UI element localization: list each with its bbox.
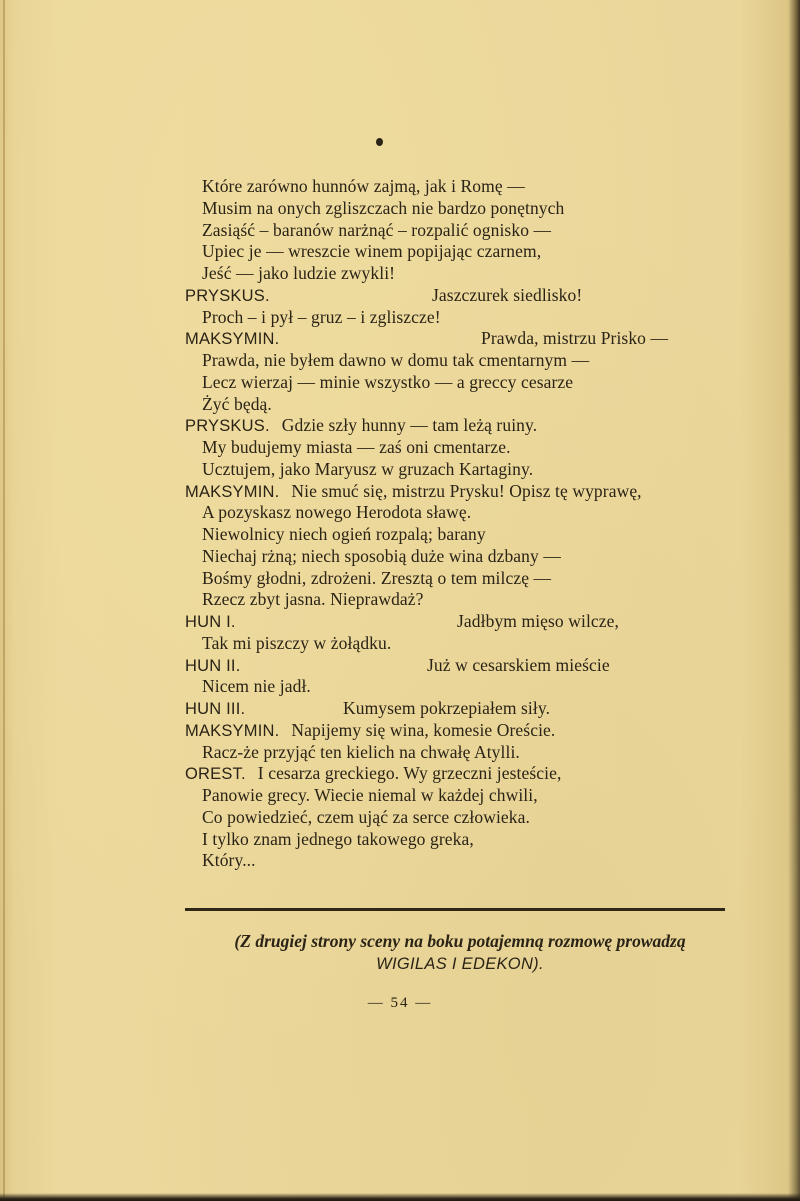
line-text: Jadłbym mięso wilcze,: [457, 611, 619, 631]
speech-line: [185, 720, 730, 742]
verse-line: [185, 676, 730, 698]
verse-line: [185, 589, 730, 611]
line-text: Napijemy się wina, komesie Oreście.: [291, 719, 556, 740]
page-number: — 54 —: [367, 995, 433, 1011]
verse-line: [185, 394, 730, 416]
line-text: Zasiąść – baranów narżnąć – rozpalić ognisko —: [202, 219, 552, 240]
line-text: Nie smuć się, mistrzu Prysku! Opisz tę wyprawę,: [291, 480, 642, 501]
verse-line: [185, 263, 730, 285]
verse-line: [185, 633, 730, 655]
line-text: Ucztujem, jako Maryusz w gruzach Kartaginy.: [202, 458, 534, 479]
speaker-name: PRYSKUS.: [185, 286, 270, 305]
line-text: Bośmy głodni, zdrożeni. Zresztą o tem milczę —: [202, 567, 552, 588]
speaker-name: MAKSYMIN.: [185, 721, 280, 740]
verse-line: [185, 372, 730, 394]
speech-line: [185, 655, 730, 677]
line-text: Prawda, nie byłem dawno w domu tak cmentarnym —: [202, 350, 590, 370]
speaker-name: HUN II.: [185, 656, 241, 675]
line-text: Proch – i pył – gruz – i zgliszcze!: [202, 306, 441, 327]
verse-line: [185, 241, 730, 263]
speaker-name: HUN III.: [185, 700, 246, 718]
printer-mark-dot: [376, 138, 383, 146]
verse-line: [185, 502, 730, 524]
speaker-name: HUN I.: [185, 613, 236, 631]
verse-line: [185, 176, 730, 198]
verse-line: [185, 198, 730, 220]
verse-line: [185, 307, 730, 329]
horizontal-rule: [185, 908, 725, 911]
line-text: Żyć będą.: [202, 393, 272, 414]
stage-direction-line-1: (Z drugiej strony sceny na boku potajemną rozmowę prowadzą: [234, 931, 686, 951]
line-text: Kumysem pokrzepiałem siły.: [343, 698, 551, 718]
line-text: I tylko znam jednego takowego greka,: [202, 828, 474, 849]
line-text: Tak mi piszczy w żołądku.: [202, 632, 392, 653]
line-text: A pozyskasz nowego Herodota sławę.: [202, 502, 472, 523]
stage-direction-line-2: WIGILAS I EDEKON).: [376, 955, 544, 973]
line-text: Musim na onych zgliszczach nie bardzo ponętnych: [202, 197, 565, 218]
verse-line: [185, 524, 730, 546]
line-text: Jeść — jako ludzie zwykli!: [202, 263, 396, 283]
page-bottom-edge: [0, 1193, 800, 1201]
speech-line: [185, 285, 730, 307]
speaker-name: MAKSYMIN.: [185, 330, 280, 349]
verse-line: [185, 220, 730, 242]
line-text: Już w cesarskiem mieście: [427, 654, 610, 675]
line-text: Panowie grecy. Wiecie niemal w każdej chwili,: [202, 785, 538, 805]
line-text: Prawda, mistrzu Prisko —: [481, 328, 669, 349]
line-text: Niechaj rżną; niech sposobią duże wina dzbany —: [202, 545, 561, 566]
speech-line: [185, 415, 730, 437]
speech-line: [185, 611, 730, 633]
verse-line: [185, 742, 730, 764]
line-text: Co powiedzieć, czem ująć za serce człowieka.: [202, 806, 530, 827]
line-text: Które zarówno hunnów zajmą, jak i Romę —: [202, 176, 525, 196]
line-text: Który...: [202, 850, 256, 871]
line-text: Niewolnicy niech ogień rozpalą; barany: [202, 524, 486, 544]
dialogue-text-block: [185, 176, 730, 872]
line-text: Jaszczurek siedlisko!: [432, 284, 583, 305]
speech-line: [185, 481, 730, 503]
speech-line: [185, 698, 730, 720]
line-text: Upiec je — wreszcie winem popijając czarnem,: [202, 241, 542, 262]
verse-line: [185, 829, 730, 851]
line-text: Rzecz zbyt jasna. Nieprawdaż?: [202, 589, 424, 610]
speaker-name: OREST.: [185, 765, 246, 784]
page-left-edge: [3, 0, 5, 1201]
verse-line: [185, 350, 730, 372]
line-text: Racz-że przyjąć ten kielich na chwałę Atylli.: [202, 741, 520, 762]
line-text: Gdzie szły hunny — tam leżą ruiny.: [281, 415, 538, 436]
verse-line: [185, 850, 730, 872]
speaker-name: PRYSKUS.: [185, 417, 270, 436]
speech-line: [185, 328, 730, 350]
line-text: Nicem nie jadł.: [202, 676, 311, 697]
speech-line: [185, 763, 730, 785]
line-text: I cesarza greckiego. Wy grzeczni jesteście,: [257, 763, 562, 784]
verse-line: [185, 437, 730, 459]
verse-line: [185, 459, 730, 481]
line-text: Lecz wierzaj — minie wszystko — a greccy cesarze: [202, 371, 574, 392]
verse-line: [185, 568, 730, 590]
verse-line: [185, 807, 730, 829]
verse-line: [185, 785, 730, 807]
speaker-name: MAKSYMIN.: [185, 482, 280, 501]
line-text: My budujemy miasta — zaś oni cmentarze.: [202, 437, 511, 457]
verse-line: [185, 546, 730, 568]
